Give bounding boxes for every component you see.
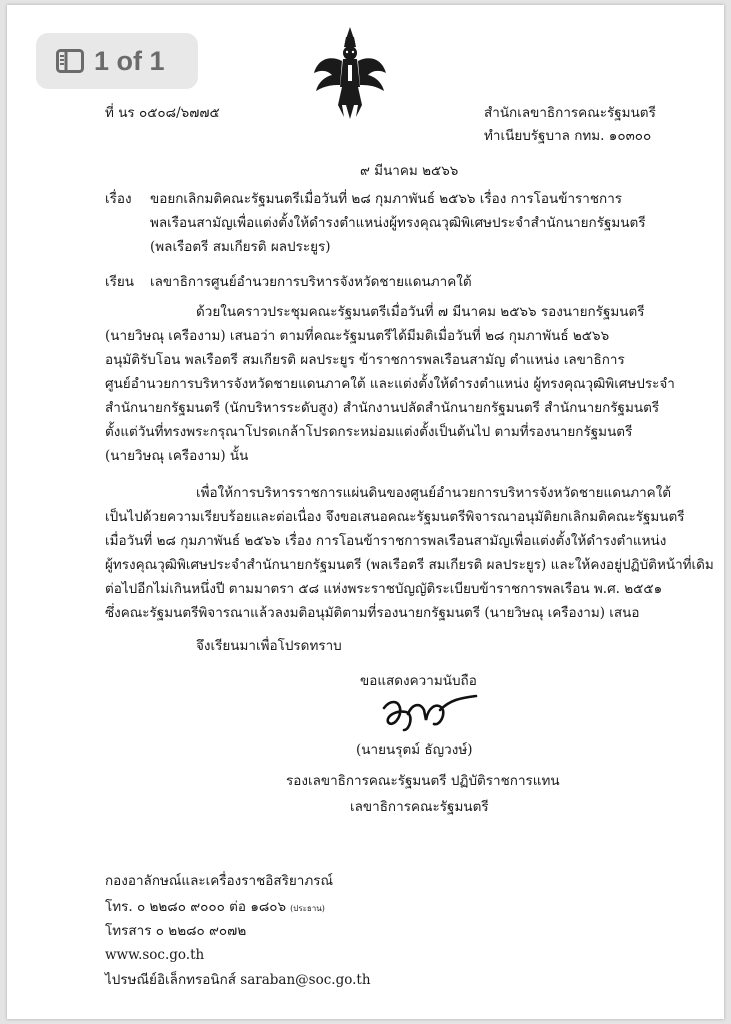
page-indicator-text: 1 of 1	[94, 45, 165, 76]
body-line: ต่อไปอีกไม่เกินหนึ่งปี ตามมาตรา ๕๘ แห่งพระราชบัญญัติระเบียบข้าราชการพลเรือน พ.ศ. ๒๕๕๑	[105, 581, 663, 597]
body-line: (นายวิษณุ เครืองาม) นั้น	[105, 448, 249, 464]
footer-tel-note: (ประธาน)	[290, 904, 325, 913]
body-line: ด้วยในคราวประชุมคณะรัฐมนตรีเมื่อวันที่ ๗ มีนาคม ๒๕๖๖ รองนายกรัฐมนตรี	[196, 304, 645, 320]
signer-title: รองเลขาธิการคณะรัฐมนตรี ปฏิบัติราชการแทน	[286, 773, 560, 789]
letter-date: ๙ มีนาคม ๒๕๖๖	[360, 163, 459, 179]
body-line: (นายวิษณุ เครืองาม) เสนอว่า ตามที่คณะรัฐมนตรีได้มีมติเมื่อวันที่ ๒๘ กุมภาพันธ์ ๒๕๖๖	[105, 328, 610, 344]
page-indicator-badge[interactable]	[36, 33, 198, 89]
garuda-emblem	[312, 25, 388, 121]
body-line: ตั้งแต่วันที่ทรงพระกรุณาโปรดเกล้าโปรดกระหม่อมแต่งตั้งเป็นต้นไป ตามที่รองนายกรัฐมนตรี	[105, 424, 633, 440]
sender-line-1: สำนักเลขาธิการคณะรัฐมนตรี	[484, 105, 656, 121]
subject-line: พลเรือนสามัญเพื่อแต่งตั้งให้ดำรงตำแหน่งผู้ทรงคุณวุฒิพิเศษประจำสำนักนายกรัฐมนตรี	[150, 215, 646, 231]
body-line: เพื่อให้การบริหารราชการแผ่นดินของศูนย์อำนวยการบริหารจังหวัดชายแดนภาคใต้	[196, 485, 672, 501]
signature-image	[380, 690, 480, 740]
signer-title: เลขาธิการคณะรัฐมนตรี	[350, 799, 489, 815]
body-line: เมื่อวันที่ ๒๘ กุมภาพันธ์ ๒๕๖๖ เรื่อง การโอนข้าราชการพลเรือนสามัญเพื่อแต่งตั้งให้ดำรงตำแหน่ง	[105, 533, 667, 549]
closing: ขอแสดงความนับถือ	[360, 673, 477, 689]
body-line: ศูนย์อำนวยการบริหารจังหวัดชายแดนภาคใต้ และแต่งตั้งให้ดำรงตำแหน่ง ผู้ทรงคุณวุฒิพิเศษประจำ	[105, 376, 675, 392]
body-line: อนุมัติรับโอน พลเรือตรี สมเกียรติ ผลประยูร ข้าราชการพลเรือนสามัญ ตำแหน่ง เลขาธิการ	[105, 352, 625, 368]
footer-email: ไปรษณีย์อิเล็กทรอนิกส์ saraban@soc.go.th	[105, 972, 371, 988]
reference-number: ที่ นร ๐๕๐๘/๖๗๗๕	[105, 105, 220, 121]
body-line: เป็นไปด้วยความเรียบร้อยและต่อเนื่อง จึงขอเสนอคณะรัฐมนตรีพิจารณาอนุมัติยกเลิกมติคณะรัฐมนตรี	[105, 509, 685, 525]
footer-tel	[105, 898, 325, 918]
footer-fax: โทรสาร ๐ ๒๒๘๐ ๙๐๗๒	[105, 923, 247, 939]
subject-label: เรื่อง	[105, 191, 132, 207]
footer-tel-number: โทร. ๐ ๒๒๘๐ ๙๐๐๐ ต่อ ๑๘๐๖	[105, 899, 287, 915]
body-line: ผู้ทรงคุณวุฒิพิเศษประจำสำนักนายกรัฐมนตรี (พลเรือตรี สมเกียรติ ผลประยูร) และให้คงอยู่ปฏิบัติหน้าที่เดิม	[105, 557, 714, 573]
recipient: เลขาธิการศูนย์อำนวยการบริหารจังหวัดชายแดนภาคใต้	[150, 274, 472, 290]
subject-line: (พลเรือตรี สมเกียรติ ผลประยูร)	[150, 239, 331, 255]
sidebar-panel-icon[interactable]	[56, 49, 84, 73]
footer-division: กองอาลักษณ์และเครื่องราชอิสริยาภรณ์	[105, 873, 334, 889]
body-line: ซึ่งคณะรัฐมนตรีพิจารณาแล้วลงมติอนุมัติตามที่รองนายกรัฐมนตรี (นายวิษณุ เครืองาม) เสนอ	[105, 605, 640, 621]
sender-line-2: ทำเนียบรัฐบาล กทม. ๑๐๓๐๐	[484, 128, 652, 144]
salutation-label: เรียน	[105, 274, 135, 290]
subject-line: ขอยกเลิกมติคณะรัฐมนตรีเมื่อวันที่ ๒๘ กุมภาพันธ์ ๒๕๖๖ เรื่อง การโอนข้าราชการ	[150, 191, 623, 207]
body-line: สำนักนายกรัฐมนตรี (นักบริหารระดับสูง) สำนักงานปลัดสำนักนายกรัฐมนตรี สำนักนายกรัฐมนตรี	[105, 400, 660, 416]
signer-name: (นายนรุตม์ ธัญวงษ์)	[356, 742, 473, 758]
closing-request: จึงเรียนมาเพื่อโปรดทราบ	[196, 638, 342, 654]
footer-website: www.soc.go.th	[105, 947, 205, 963]
